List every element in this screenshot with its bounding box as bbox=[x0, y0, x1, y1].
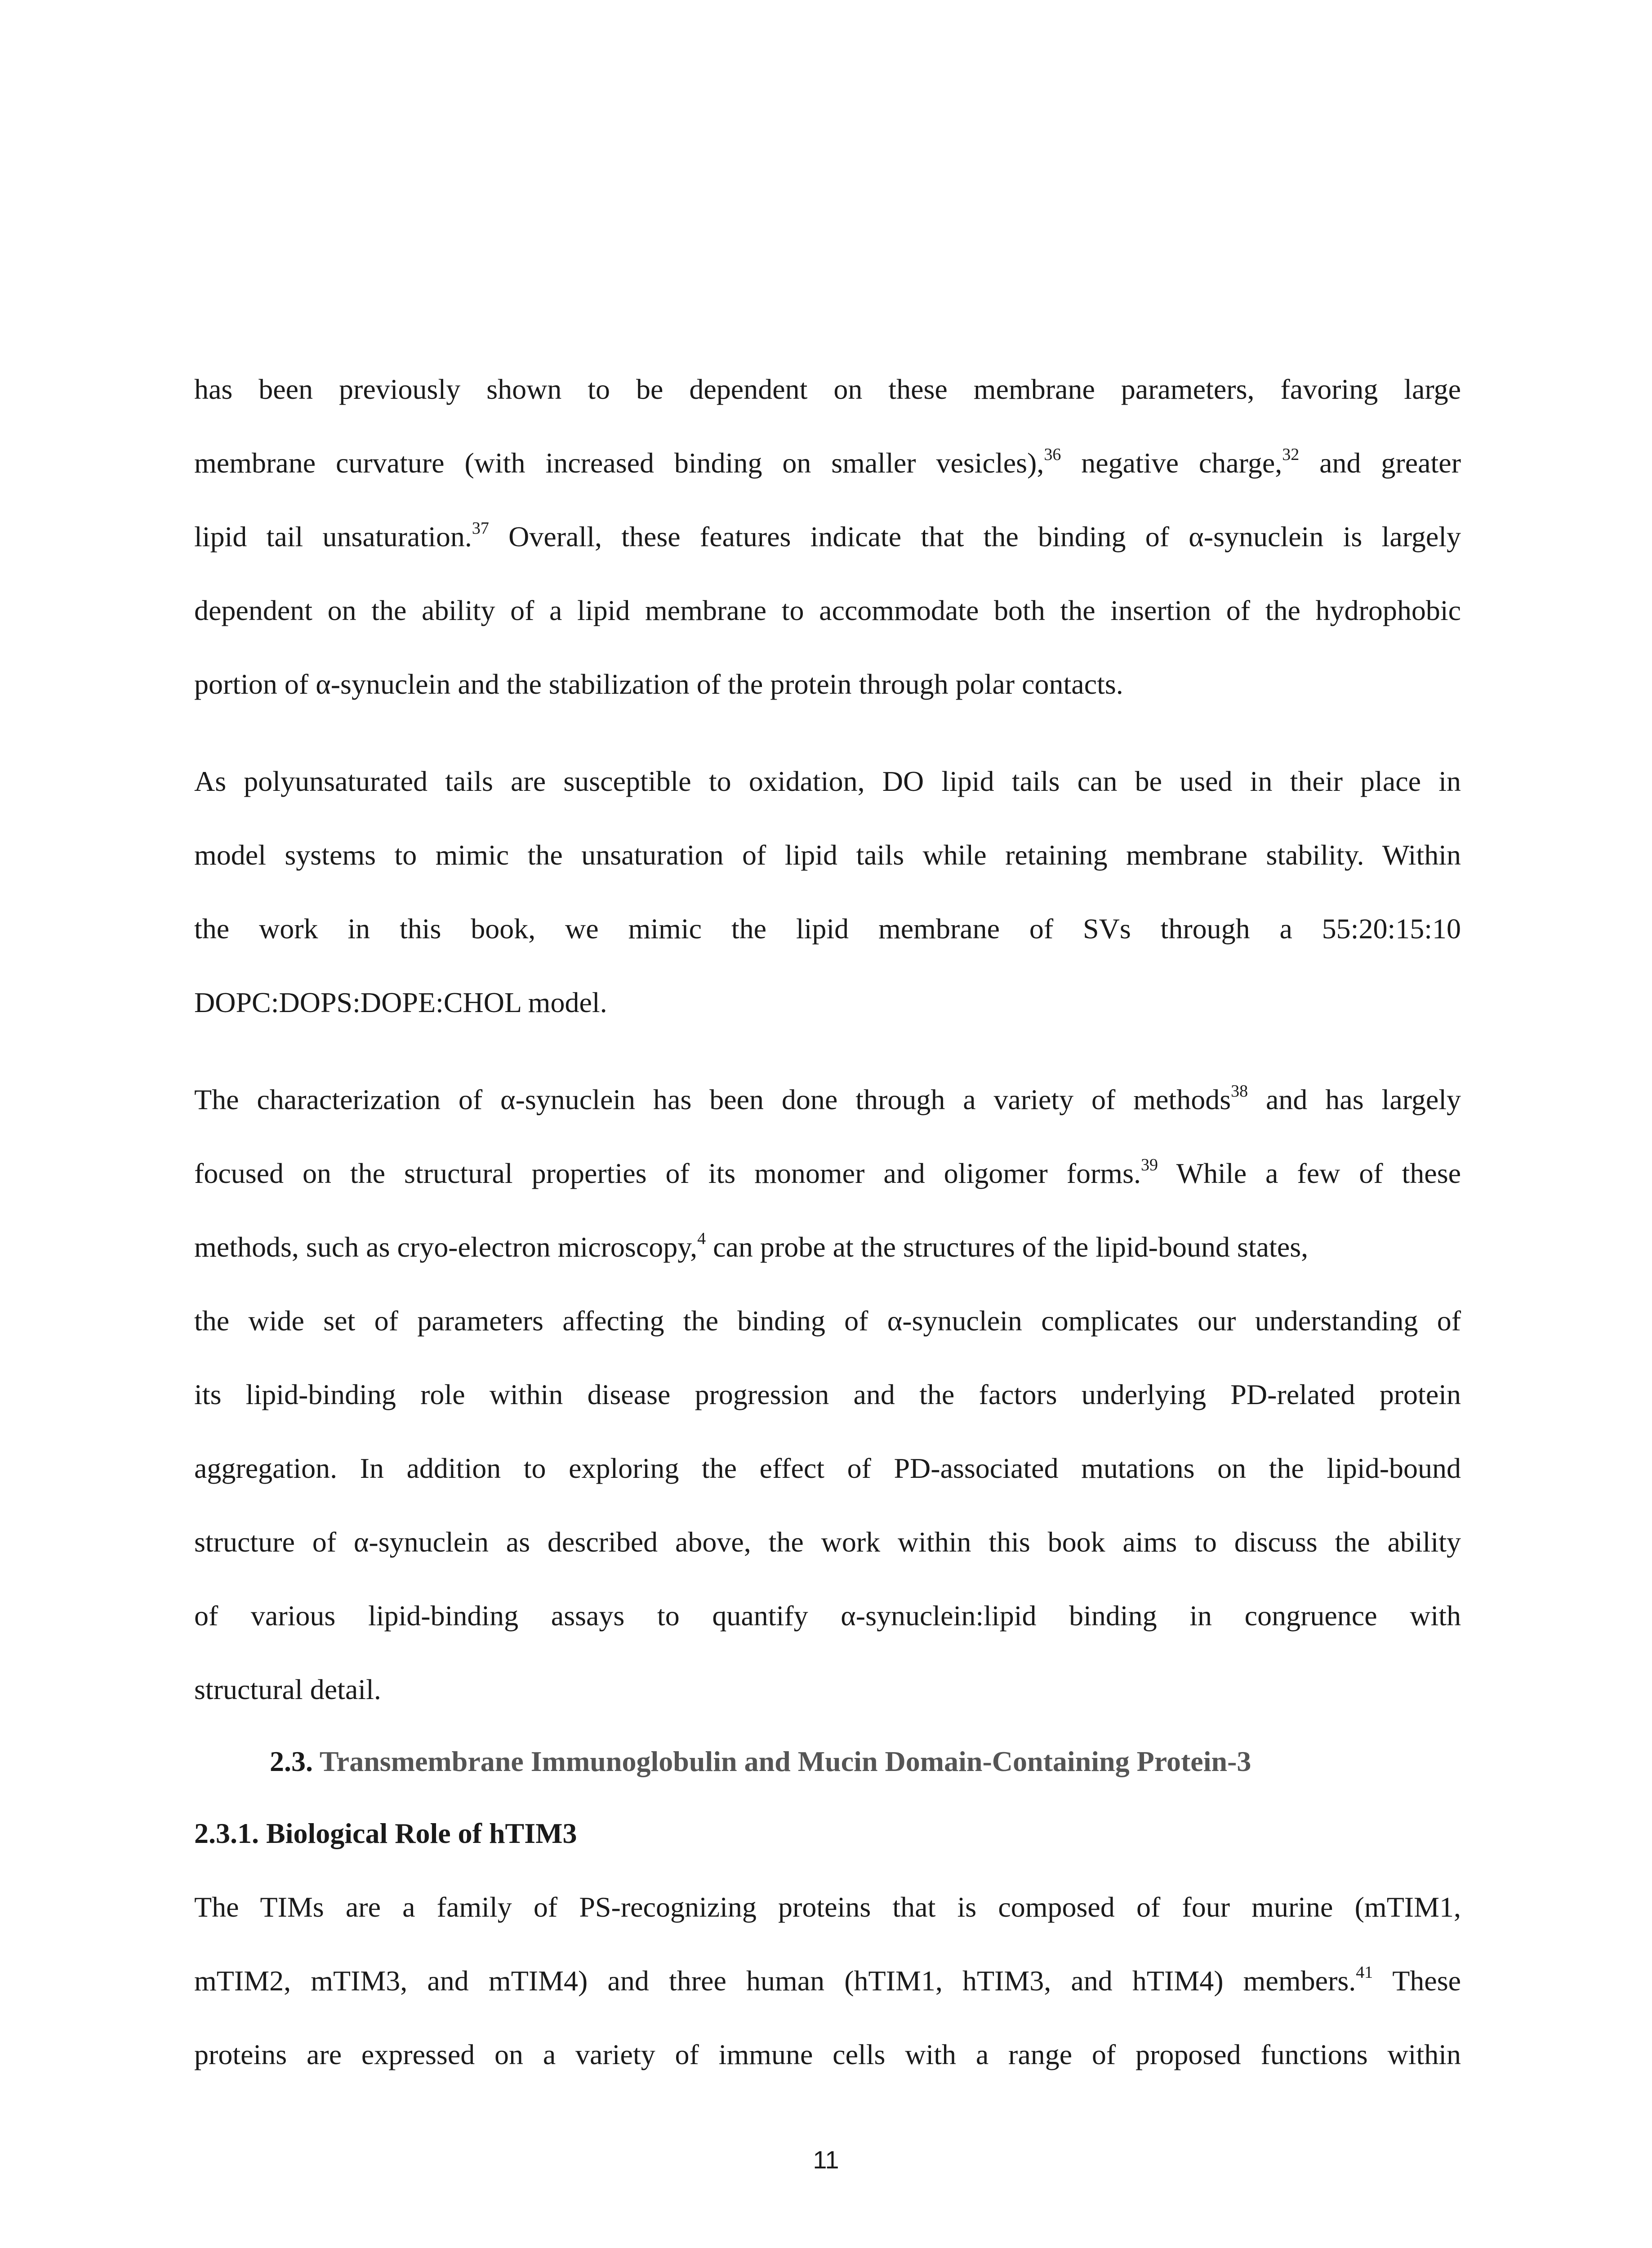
text-line: DOPC:DOPS:DOPE:CHOL model. bbox=[194, 986, 607, 1018]
text-line: structure of α-synuclein as described above, the work within this book aims to discuss the ability bbox=[194, 1526, 1461, 1558]
text-line: As polyunsaturated tails are susceptible to oxidation, DO lipid tails can be used in their place in bbox=[194, 765, 1461, 797]
text-line: mTIM2, mTIM3, and mTIM4) and three human (hTIM1, hTIM3, and hTIM4) members.$^{41}$ These bbox=[194, 1963, 1461, 1997]
text-line: the wide set of parameters affecting the binding of α-synuclein complicates our understanding of bbox=[194, 1305, 1461, 1337]
text-line: the work in this book, we mimic the lipid membrane of SVs through a 55:20:15:10 bbox=[194, 913, 1461, 945]
citation-marker: 36 bbox=[1044, 445, 1061, 464]
text-line: membrane curvature (with increased binding on smaller vesicles),$^{36}$ negative charge,$^{32}$ and greater bbox=[194, 445, 1461, 479]
text-line: aggregation. In addition to exploring the effect of PD-associated mutations on the lipid-bound bbox=[194, 1452, 1461, 1484]
citation-marker: 38 bbox=[1231, 1081, 1248, 1101]
text-line: proteins are expressed on a variety of immune cells with a range of proposed functions within bbox=[194, 2038, 1461, 2070]
text-line: has been previously shown to be dependent on these membrane parameters, favoring large bbox=[194, 373, 1461, 405]
text-line: portion of α-synuclein and the stabilization of the protein through polar contacts. bbox=[194, 668, 1123, 700]
section-heading bbox=[270, 1744, 1251, 1780]
text-line: its lipid-binding role within disease progression and the factors underlying PD-related protein bbox=[194, 1378, 1461, 1410]
text-line: dependent on the ability of a lipid membrane to accommodate both the insertion of the hydrophobic bbox=[194, 594, 1461, 626]
text-line: focused on the structural properties of its monomer and oligomer forms.$^{39}$ While a few of these bbox=[194, 1155, 1461, 1189]
citation-marker: 4 bbox=[697, 1229, 706, 1248]
page-number: 11 bbox=[813, 2145, 839, 2174]
text-line: model systems to mimic the unsaturation of lipid tails while retaining membrane stability. Within bbox=[194, 839, 1461, 871]
subsection-heading: 2.3.1. Biological Role of hTIM3 bbox=[194, 1817, 577, 1849]
text-line: structural detail. bbox=[194, 1673, 381, 1705]
citation-marker: 41 bbox=[1356, 1963, 1373, 1982]
text-line: of various lipid-binding assays to quantify α-synuclein:lipid binding in congruence with bbox=[194, 1600, 1461, 1632]
section-title: Transmembrane Immunoglobulin and Mucin Domain-Containing Protein-3 bbox=[319, 1745, 1251, 1777]
text-line: The characterization of α-synuclein has been done through a variety of methods$^{38}$ and has largely bbox=[194, 1081, 1461, 1115]
citation-marker: 37 bbox=[472, 518, 489, 538]
section-number: 2.3. bbox=[270, 1745, 313, 1777]
text-line: The TIMs are a family of PS-recognizing proteins that is composed of four murine (mTIM1, bbox=[194, 1891, 1461, 1923]
citation-marker: 39 bbox=[1140, 1155, 1158, 1174]
text-line: methods, such as cryo-electron microscopy,$^4$ can probe at the structures of the lipid-bound states, bbox=[194, 1229, 1309, 1263]
citation-marker: 32 bbox=[1282, 445, 1300, 464]
text-line: lipid tail unsaturation.$^{37}$ Overall, these features indicate that the binding of α-synuclein is largely bbox=[194, 518, 1461, 553]
